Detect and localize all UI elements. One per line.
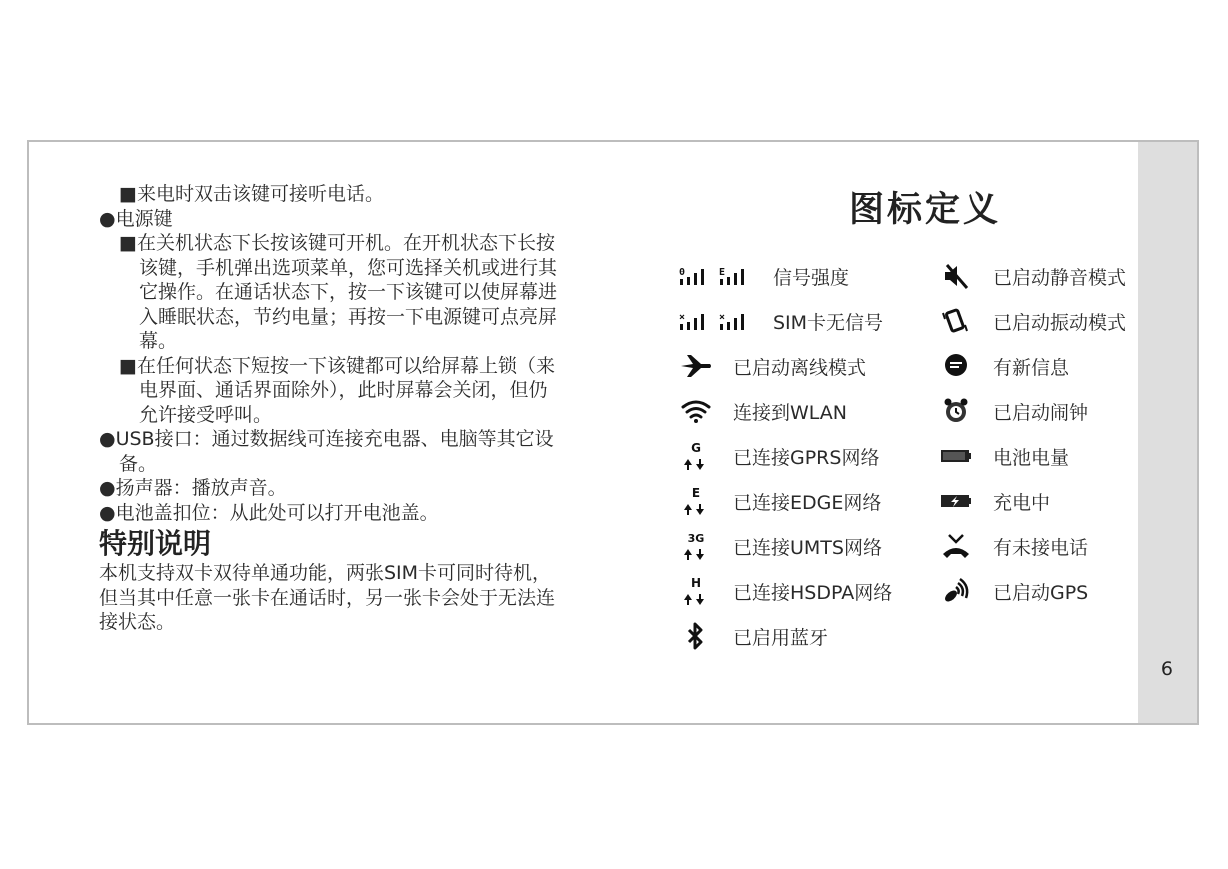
icon-row [679,530,882,562]
lock-screen-text: 电界面、通话界面除外），此时屏幕会关闭，但仍 [139,379,548,401]
power-key-text: 该键，手机弹出选项菜单，您可选择关机或进行其 [139,256,558,279]
icon-label: 已连接EDGE网络 [733,492,882,514]
icon-row [679,350,867,382]
bluetooth-icon [679,622,713,650]
icon-row [679,260,850,292]
side-tab [1138,142,1197,723]
umts-3g-icon [679,529,713,563]
icon-label: SIM卡无信号 [773,312,884,334]
lock-screen-text: ■在任何状态下短按一下该键都可以给屏幕上锁（来 [119,354,555,377]
usb-port-text: ●USB接口：通过数据线可连接充电器、电脑等其它设 [99,428,554,450]
svg-text:E: E [719,267,726,278]
icon-label: 有未接电话 [993,537,1089,559]
svg-text:E: E [691,486,701,500]
icon-label: 已启用蓝牙 [733,627,829,649]
svg-text:×: × [679,312,686,323]
power-key-text: 幕。 [139,330,178,352]
icon-label: 充电中 [993,492,1051,514]
mute-icon [939,262,973,290]
lock-screen-text: 允许接受呼叫。 [139,403,273,426]
hsdpa-icon [679,574,713,608]
speaker-text: ●扬声器：播放声音。 [99,477,287,499]
icon-row [679,440,880,472]
special-note-text: 接状态。 [99,611,176,633]
icon-label: 已连接GPRS网络 [733,447,880,469]
left-column [99,182,609,635]
power-key-text: ■在关机状态下长按该键可开机。在开机状态下长按 [119,232,555,254]
missed-call-icon [939,532,973,560]
power-key-text: 它操作。在通话状态下，按一下该键可以使屏幕进 [139,281,558,303]
icon-row [939,305,1127,337]
icon-label: 连接到WLAN [733,402,848,424]
special-note-title: 特别说明 [99,527,212,560]
icon-label: 已启动离线模式 [733,357,867,379]
svg-text:0: 0 [679,267,686,278]
page-number: 6 [1160,658,1173,680]
icon-row [679,620,829,652]
icon-row [939,260,1127,292]
icon-row [679,395,848,427]
icon-label: 已连接HSDPA网络 [733,582,893,604]
icon-label: 有新信息 [993,357,1070,379]
svg-text:G: G [691,441,701,455]
icon-row [679,305,884,337]
vibrate-icon [939,307,973,335]
icon-row [939,440,1070,472]
icon-row [679,485,882,517]
alarm-icon [939,397,973,425]
svg-text:×: × [719,312,726,323]
usb-port-text: 备。 [119,452,158,475]
gprs-icon [679,439,713,473]
airplane-icon [679,353,713,379]
svg-text:3G: 3G [687,532,705,545]
svg-text:H: H [690,576,702,590]
battery-icon [939,442,973,470]
power-key-text: 入睡眠状态，节约电量；再按一下电源键可点亮屏 [139,305,558,328]
icon-label: 已启动静音模式 [993,267,1127,289]
icon-row [679,575,893,607]
edge-icon [679,484,713,518]
special-note-text: 但当其中任意一张卡在通话时，另一张卡会处于无法连 [99,586,556,609]
icon-label: 电池电量 [993,447,1070,469]
icon-row [939,395,1089,427]
special-note-text: 本机支持双卡双待单通功能，两张SIM卡可同时待机， [99,562,552,584]
icon-label: 已启动GPS [993,582,1089,604]
icon-label: 信号强度 [773,267,850,289]
gps-icon [939,577,973,605]
answer-call-note: ■来电时双击该键可接听电话。 [119,183,384,205]
icon-row [939,485,1051,517]
charging-icon [939,487,973,515]
icon-row [939,575,1089,607]
icon-row [939,530,1089,562]
icon-label: 已启动振动模式 [993,312,1127,334]
icon-label: 已连接UMTS网络 [733,537,882,559]
battery-latch-text: ●电池盖扣位：从此处可以打开电池盖。 [99,501,439,524]
no-sim-signal-icon [679,310,759,332]
signal-strength-icon [679,265,759,287]
wifi-icon [679,398,713,424]
power-key-heading: ●电源键 [99,207,173,230]
new-message-icon [939,352,973,380]
manual-page [27,140,1199,725]
icon-row [939,350,1070,382]
icon-label: 已启动闹钟 [993,402,1089,424]
icon-definitions-title: 图标定义 [849,190,1002,230]
